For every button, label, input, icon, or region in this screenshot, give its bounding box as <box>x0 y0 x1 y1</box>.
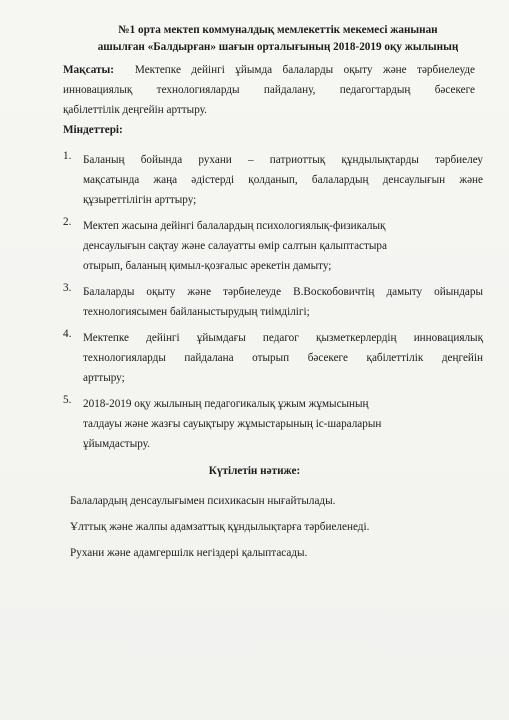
task-line: денсаулығын сақтау және салауатты өмір салтын қалыптастыра <box>83 240 387 252</box>
task-number: 5. <box>63 394 72 406</box>
goal-row-1 <box>63 60 475 80</box>
task-line: отырып, баланың қимыл-қозғалыс әрекетін дамыту; <box>83 260 332 272</box>
goal-text-line-2: инновациялық технологияларды пайдалану, педагогтардың бәсекеге <box>63 84 475 96</box>
task-line: Баланың бойында рухани – патриоттық құндылықтарды тәрбиелеу <box>83 154 483 166</box>
goal-text-line-3: қабілеттілік деңгейін арттыру. <box>63 104 207 116</box>
header-line-1: №1 орта мектеп коммуналдық мемлекеттік мекемесі жанынан <box>118 24 438 36</box>
task-item-5 <box>63 394 483 454</box>
task-line: Мектеп жасына дейінгі балалардың психологиялық-физикалық <box>83 220 386 232</box>
document-header <box>78 22 478 56</box>
goal-label: Мақсаты: <box>63 64 114 76</box>
result-item-2: Ұлттық және жалпы адамзаттық құндылықтарға тәрбиеленеді. <box>70 521 370 533</box>
tasks-title: Міндеттері: <box>63 124 123 136</box>
task-line: Балаларды оқыту және тәрбиелеуде В.Воскобовичтің дамыту ойындары <box>83 286 483 298</box>
task-line: талдауы және жазғы сауықтыру жұмыстарының іс-шараларын <box>83 418 382 430</box>
tasks-list <box>63 150 483 460</box>
task-line: арттыру; <box>83 372 125 384</box>
task-line: технологияларды пайдалана отырып бәсекеге қабілеттілік деңгейін <box>83 352 483 364</box>
task-number: 3. <box>63 282 72 294</box>
task-number: 4. <box>63 328 72 340</box>
results-title: Күтілетін нәтиже: <box>208 465 301 477</box>
task-number: 1. <box>63 150 72 162</box>
task-line: құзыреттілігін арттыру; <box>83 194 197 206</box>
task-item-3 <box>63 282 483 322</box>
header-line-2: ашылған «Балдырған» шағын орталығының 2018-2019 оқу жылының <box>97 41 459 53</box>
result-item-3: Рухани және адамгершілк негіздері қалыптасады. <box>70 547 308 559</box>
task-number: 2. <box>63 216 72 228</box>
task-line: мақсатында жаңа әдістерді қолданып, балалардың денсаулығын және <box>83 174 483 186</box>
result-item-1: Балалардың денсаулығымен психикасын нығайтылады. <box>70 495 336 507</box>
task-line: 2018-2019 оқу жылының педагогикалық ұжым жұмысының <box>83 398 369 410</box>
task-item-1 <box>63 150 483 210</box>
task-item-4 <box>63 328 483 388</box>
task-line: Мектепке дейінгі ұйымдағы педагог қызметкерлердің инновациялық <box>83 332 483 344</box>
task-line: технологиясымен байланыстырудың тиімділігі; <box>83 306 310 318</box>
task-item-2 <box>63 216 483 276</box>
task-line: ұйымдастыру. <box>83 438 150 450</box>
goal-text-line-1: Мектепке дейінгі ұйымда балаларды оқыту және тәрбиелеуде <box>134 64 475 76</box>
goal-section <box>63 60 475 120</box>
results-list <box>70 488 490 566</box>
